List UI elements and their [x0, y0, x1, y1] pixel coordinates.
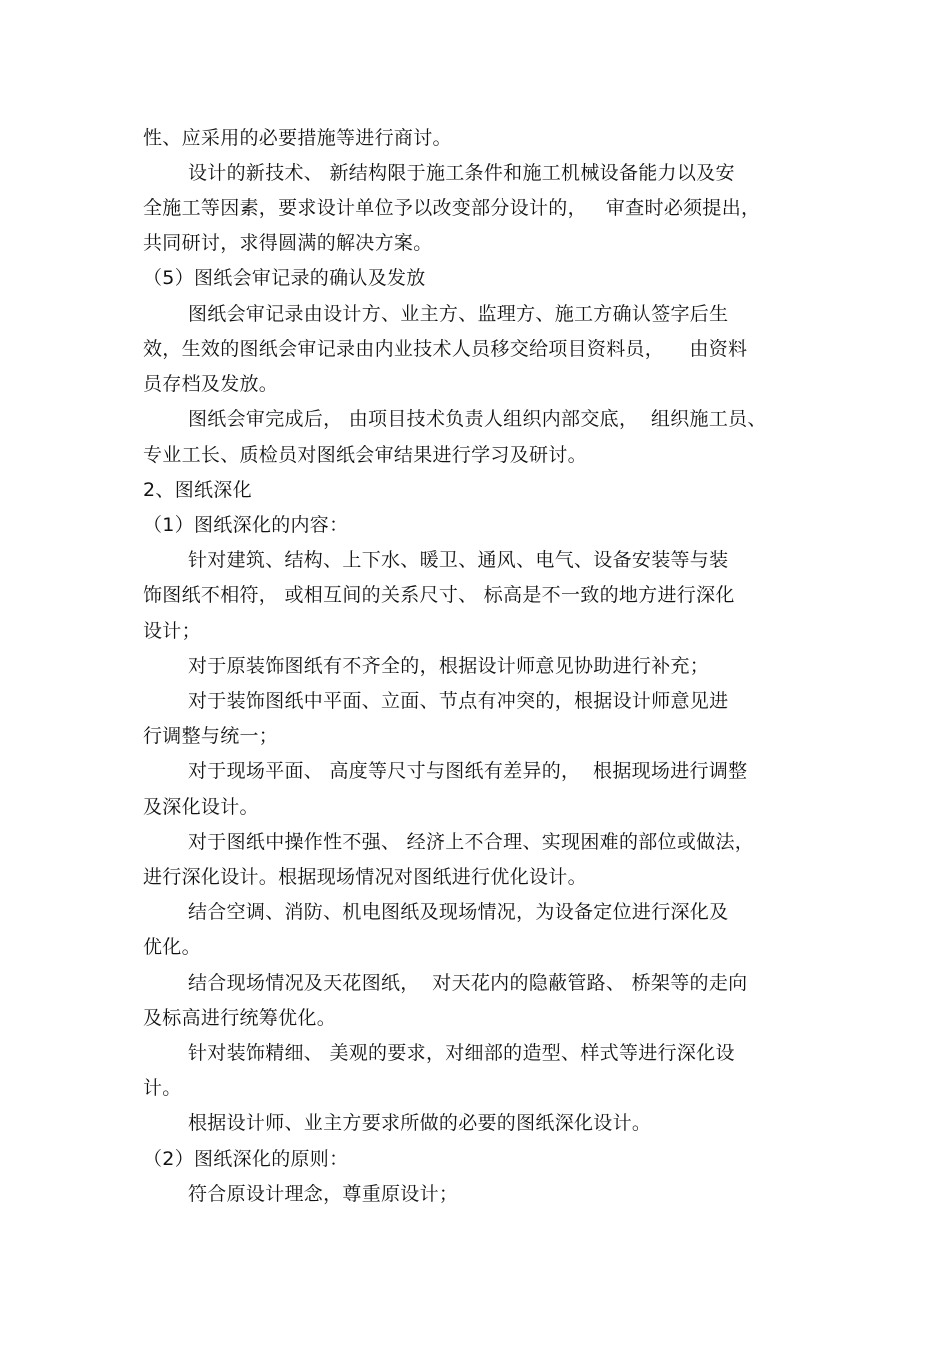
text-line-8: 员存档及发放。	[143, 373, 279, 395]
section-heading-5: （5）图纸会审记录的确认及发放	[143, 267, 426, 289]
text-line-7: 效，生效的图纸会审记录由内业技术人员移交给项目资料员， 由资料	[143, 338, 748, 360]
text-line-29: 根据设计师、业主方要求所做的必要的图纸深化设计。	[188, 1112, 652, 1134]
text-line-4: 共同研讨，求得圆满的解决方案。	[143, 232, 433, 254]
subsection-heading-1: （1）图纸深化的内容：	[143, 514, 349, 536]
text-line-16: 对于原装饰图纸有不齐全的，根据设计师意见协助进行补充；	[188, 655, 710, 677]
text-line-1: 性、应采用的必要措施等进行商讨。	[143, 127, 452, 149]
text-line-3: 全施工等因素，要求设计单位予以改变部分设计的， 审查时必须提出，	[143, 197, 761, 219]
text-line-14: 饰图纸不相符， 或相互间的关系尺寸、 标高是不一致的地方进行深化	[143, 584, 735, 606]
text-line-24: 优化。	[143, 936, 201, 958]
text-line-27: 针对装饰精细、 美观的要求，对细部的造型、样式等进行深化设	[188, 1042, 735, 1064]
subsection-heading-2: （2）图纸深化的原则：	[143, 1148, 349, 1170]
text-line-18: 行调整与统一；	[143, 725, 279, 747]
section-heading-2: 2、图纸深化	[143, 479, 252, 501]
text-line-10: 专业工长、质检员对图纸会审结果进行学习及研讨。	[143, 444, 587, 466]
text-line-2: 设计的新技术、 新结构限于施工条件和施工机械设备能力以及安	[188, 162, 735, 184]
text-line-28: 计。	[143, 1077, 182, 1099]
text-line-17: 对于装饰图纸中平面、立面、节点有冲突的，根据设计师意见进	[188, 690, 729, 712]
text-line-19: 对于现场平面、 高度等尺寸与图纸有差异的， 根据现场进行调整	[188, 760, 748, 782]
text-line-15: 设计；	[143, 620, 201, 642]
text-line-9: 图纸会审完成后， 由项目技术负责人组织内部交底， 组织施工员、	[188, 408, 767, 430]
text-line-13: 针对建筑、结构、上下水、暖卫、通风、电气、设备安装等与装	[188, 549, 729, 571]
text-line-20: 及深化设计。	[143, 796, 259, 818]
text-line-31: 符合原设计理念，尊重原设计；	[188, 1183, 459, 1205]
text-line-23: 结合空调、消防、机电图纸及现场情况，为设备定位进行深化及	[188, 901, 729, 923]
text-line-6: 图纸会审记录由设计方、业主方、监理方、施工方确认签字后生	[188, 303, 729, 325]
text-line-22: 进行深化设计。根据现场情况对图纸进行优化设计。	[143, 866, 587, 888]
text-line-26: 及标高进行统筹优化。	[143, 1007, 337, 1029]
text-line-21: 对于图纸中操作性不强、 经济上不合理、实现困难的部位或做法，	[188, 831, 755, 853]
text-line-25: 结合现场情况及天花图纸， 对天花内的隐蔽管路、 桥架等的走向	[188, 972, 748, 994]
